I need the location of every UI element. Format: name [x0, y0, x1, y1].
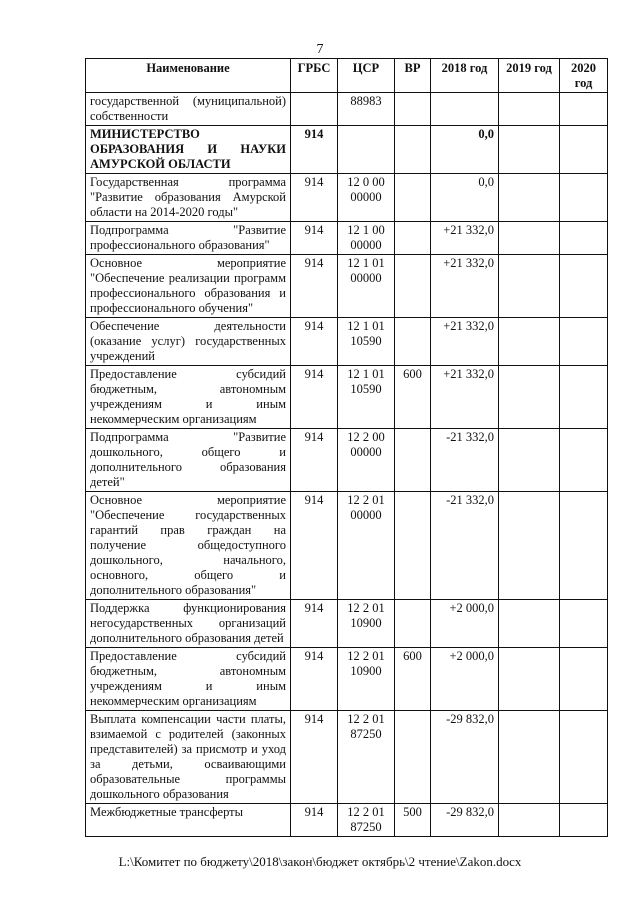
table-row: [86, 648, 608, 711]
header-2018: 2018 год: [431, 59, 499, 93]
row-vr: [395, 711, 431, 804]
row-grbs: 914: [291, 126, 338, 174]
row-name: Основное мероприятие "Обеспечение государственных гарантий прав граждан на получение общедоступного дошкольного, начального, основного, общего и дополнительного образования": [86, 492, 291, 600]
row-2020: [560, 600, 608, 648]
row-2020: [560, 648, 608, 711]
budget-table: [85, 58, 608, 837]
row-grbs: 914: [291, 174, 338, 222]
row-vr: [395, 93, 431, 126]
table-row: [86, 600, 608, 648]
row-vr: [395, 492, 431, 600]
row-csr: 12 2 00 00000: [338, 429, 395, 492]
row-2020: [560, 174, 608, 222]
row-vr: [395, 255, 431, 318]
header-csr: ЦСР: [338, 59, 395, 93]
row-2018: +21 332,0: [431, 222, 499, 255]
row-2020: [560, 366, 608, 429]
row-csr: 12 2 01 10900: [338, 648, 395, 711]
row-2019: [499, 600, 560, 648]
row-grbs: 914: [291, 366, 338, 429]
row-2020: [560, 429, 608, 492]
row-2019: [499, 255, 560, 318]
row-name: Выплата компенсации части платы, взимаемой с родителей (законных представителей) за присмотр и уход за детьми, осваивающими образовательные программы дошкольного образования: [86, 711, 291, 804]
header-2020: 2020 год: [560, 59, 608, 93]
row-csr: 12 1 01 10590: [338, 366, 395, 429]
row-vr: [395, 600, 431, 648]
row-2018: +2 000,0: [431, 648, 499, 711]
row-csr: 12 2 01 87250: [338, 804, 395, 837]
row-2018: -29 832,0: [431, 804, 499, 837]
header-grbs: ГРБС: [291, 59, 338, 93]
row-2019: [499, 366, 560, 429]
row-2019: [499, 804, 560, 837]
table-row: [86, 429, 608, 492]
row-2020: [560, 255, 608, 318]
row-2020: [560, 711, 608, 804]
row-grbs: 914: [291, 711, 338, 804]
row-csr: 12 2 01 00000: [338, 492, 395, 600]
row-vr: 600: [395, 366, 431, 429]
row-grbs: 914: [291, 429, 338, 492]
row-name: Подпрограмма "Развитие профессионального образования": [86, 222, 291, 255]
row-2020: [560, 126, 608, 174]
row-grbs: 914: [291, 255, 338, 318]
row-2019: [499, 492, 560, 600]
row-vr: 500: [395, 804, 431, 837]
row-2019: [499, 711, 560, 804]
row-vr: [395, 222, 431, 255]
row-name: государственной (муниципальной) собственности: [86, 93, 291, 126]
row-2020: [560, 93, 608, 126]
row-2020: [560, 492, 608, 600]
row-name: МИНИСТЕРСТВО ОБРАЗОВАНИЯ И НАУКИ АМУРСКОЙ ОБЛАСТИ: [86, 126, 291, 174]
row-2019: [499, 222, 560, 255]
row-2019: [499, 93, 560, 126]
row-2020: [560, 222, 608, 255]
table-row: [86, 222, 608, 255]
row-csr: 88983: [338, 93, 395, 126]
table-row: [86, 804, 608, 837]
row-vr: 600: [395, 648, 431, 711]
row-2019: [499, 174, 560, 222]
row-2019: [499, 318, 560, 366]
row-name: Государственная программа "Развитие образования Амурской области на 2014-2020 годы": [86, 174, 291, 222]
row-name: Подпрограмма "Развитие дошкольного, общего и дополнительного образования детей": [86, 429, 291, 492]
row-name: Межбюджетные трансферты: [86, 804, 291, 837]
row-vr: [395, 318, 431, 366]
table-row: [86, 492, 608, 600]
row-name: Поддержка функционирования негосударственных организаций дополнительного образования детей: [86, 600, 291, 648]
row-grbs: 914: [291, 600, 338, 648]
row-csr: 12 2 01 10900: [338, 600, 395, 648]
row-grbs: [291, 93, 338, 126]
row-2018: +21 332,0: [431, 318, 499, 366]
table-row: [86, 174, 608, 222]
row-2020: [560, 804, 608, 837]
row-vr: [395, 174, 431, 222]
row-2019: [499, 648, 560, 711]
row-grbs: 914: [291, 222, 338, 255]
row-vr: [395, 429, 431, 492]
table-row: [86, 93, 608, 126]
row-2018: [431, 93, 499, 126]
table-row-ministry: [86, 126, 608, 174]
row-2018: 0,0: [431, 126, 499, 174]
row-name: Предоставление субсидий бюджетным, автономным учреждениям и иным некоммерческим организациям: [86, 366, 291, 429]
row-csr: [338, 126, 395, 174]
row-2018: -29 832,0: [431, 711, 499, 804]
row-2018: +21 332,0: [431, 366, 499, 429]
page-number: 7: [316, 42, 324, 57]
row-2018: -21 332,0: [431, 492, 499, 600]
row-2018: -21 332,0: [431, 429, 499, 492]
row-name: Обеспечение деятельности (оказание услуг) государственных учреждений: [86, 318, 291, 366]
header-2019: 2019 год: [499, 59, 560, 93]
table-row: [86, 255, 608, 318]
table-row: [86, 318, 608, 366]
row-grbs: 914: [291, 492, 338, 600]
table-row: [86, 711, 608, 804]
row-name: Основное мероприятие "Обеспечение реализации программ профессионального образования и профессионального обучения": [86, 255, 291, 318]
row-2020: [560, 318, 608, 366]
row-2019: [499, 126, 560, 174]
row-name: Предоставление субсидий бюджетным, автономным учреждениям и иным некоммерческим организациям: [86, 648, 291, 711]
header-vr: ВР: [395, 59, 431, 93]
row-csr: 12 1 01 00000: [338, 255, 395, 318]
header-row: [86, 59, 608, 93]
row-2018: +2 000,0: [431, 600, 499, 648]
header-name: Наименование: [86, 59, 291, 93]
footer-file-path: L:\Комитет по бюджету\2018\закон\бюджет октябрь\2 чтение\Zakon.docx: [118, 854, 522, 869]
row-csr: 12 0 00 00000: [338, 174, 395, 222]
row-vr: [395, 126, 431, 174]
row-2018: 0,0: [431, 174, 499, 222]
row-2019: [499, 429, 560, 492]
row-csr: 12 1 01 10590: [338, 318, 395, 366]
row-grbs: 914: [291, 318, 338, 366]
row-2018: +21 332,0: [431, 255, 499, 318]
table-row: [86, 366, 608, 429]
row-grbs: 914: [291, 804, 338, 837]
row-grbs: 914: [291, 648, 338, 711]
row-csr: 12 2 01 87250: [338, 711, 395, 804]
row-csr: 12 1 00 00000: [338, 222, 395, 255]
